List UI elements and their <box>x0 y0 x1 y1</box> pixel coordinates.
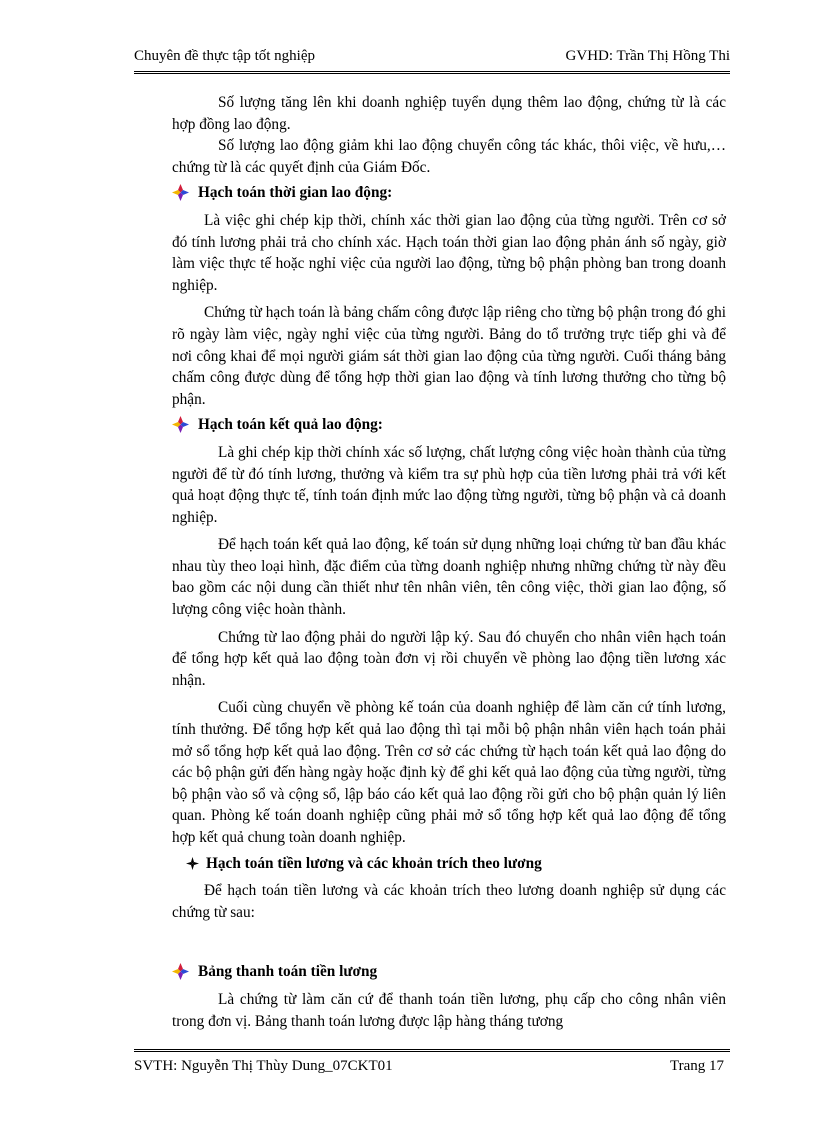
diamond-bullet-icon <box>184 855 201 872</box>
header-title: Chuyên đề thực tập tốt nghiệp <box>134 48 316 64</box>
pushpin-bullet-icon <box>172 184 189 201</box>
pushpin-bullet-icon <box>172 416 189 433</box>
section-heading <box>172 961 726 983</box>
paragraph: Là việc ghi chép kịp thời, chính xác thời gian lao động của từng người. Trên cơ sở đó tính lương phải trả cho chính xác. Hạch toán thời gian lao động phản ánh số ngày, giờ làm việc thực tế hoặc nghỉ việc của người lao động, từng bộ phận phòng ban trong doanh nghiệp. <box>172 211 726 294</box>
document-body <box>172 92 726 1032</box>
footer-author: SVTH: Nguyễn Thị Thùy Dung_07CKT01 <box>134 1058 393 1074</box>
section-heading <box>172 182 726 204</box>
paragraph: Chứng từ lao động phải do người lập ký. Sau đó chuyển cho nhân viên hạch toán để tổng hợp kết quả lao động toàn đơn vị rồi chuyển về phòng lao động tiền lương xác nhận. <box>172 628 726 689</box>
paragraph: Để hạch toán tiền lương và các khoản trích theo lương doanh nghiệp sử dụng các chứng từ sau: <box>172 882 726 921</box>
paragraph: Số lượng tăng lên khi doanh nghiệp tuyển dụng thêm lao động, chứng từ là các hợp đồng lao động. <box>172 94 726 133</box>
footer-rule <box>134 1049 730 1052</box>
page-header <box>134 48 730 70</box>
section-heading-text: Hạch toán tiền lương và các khoản trích theo lương <box>206 854 542 872</box>
header-advisor: GVHD: Trần Thị Hồng Thi <box>565 48 730 64</box>
paragraph: Chứng từ hạch toán là bảng chấm công được lập riêng cho từng bộ phận trong đó ghi rõ ngày làm việc, ngày nghỉ việc của từng người. Bảng do tổ trưởng trực tiếp ghi và để nơi công khai để mọi người giám sát thời gian lao động của từng người. Cuối tháng bảng chấm công được dùng để tổng hợp thời gian lao động và tính lương thưởng cho từng bộ phận. <box>172 304 726 408</box>
paragraph: Số lượng lao động giảm khi lao động chuyển công tác khác, thôi việc, về hưu,…chứng từ là các quyết định của Giám Đốc. <box>172 137 726 176</box>
section-heading <box>172 414 726 436</box>
section-heading-text: Bảng thanh toán tiền lương <box>198 963 378 981</box>
paragraph: Là ghi chép kịp thời chính xác số lượng, chất lượng công việc hoàn thành của từng người để từ đó tính lương, thưởng và kiểm tra sự phù hợp của tiền lương phải trả với kết quả hoạt động thực tế, tính toán định mức lao động từng người, từng bộ phận và cả doanh nghiệp. <box>172 443 726 526</box>
paragraph: Cuối cùng chuyển về phòng kế toán của doanh nghiệp để làm căn cứ tính lương, tính thưởng. Để tổng hợp kết quả lao động thì tại mỗi bộ phận nhân viên hạch toán phải mở sổ tổng hợp kết quả lao động. Trên cơ sở các chứng từ hạch toán kết quả lao động do các bộ phận gửi đến hàng ngày hoặc định kỳ để ghi kết quả lao động của từng người, từng bộ phận vào sổ và cộng sổ, lập báo cáo kết quả lao động rồi gửi cho bộ phận quản lý liên quan. Phòng kế toán doanh nghiệp cũng phải mở sổ tổng hợp kết quả lao động để tổng hợp kết quả chung toàn doanh nghiệp. <box>172 699 726 846</box>
section-heading <box>184 853 726 875</box>
paragraph: Để hạch toán kết quả lao động, kế toán sử dụng những loại chứng từ ban đầu khác nhau tùy theo loại hình, đặc điểm của từng doanh nghiệp nhưng những chứng từ này đều bao gồm các nội dung cần thiết như tên nhân viên, tên công việc, thời gian lao động, số lượng công việc hoàn thành. <box>172 536 726 619</box>
paragraph: Là chứng từ làm căn cứ để thanh toán tiền lương, phụ cấp cho công nhân viên trong đơn vị. Bảng thanh toán lương được lập hàng tháng tương <box>172 990 726 1030</box>
page-number: Trang 17 <box>669 1058 724 1074</box>
section-heading-text: Hạch toán kết quả lao động: <box>198 416 383 434</box>
pushpin-bullet-icon <box>172 963 189 980</box>
header-rule <box>134 71 730 74</box>
section-heading-text: Hạch toán thời gian lao động: <box>198 184 393 202</box>
spacer <box>172 923 726 957</box>
